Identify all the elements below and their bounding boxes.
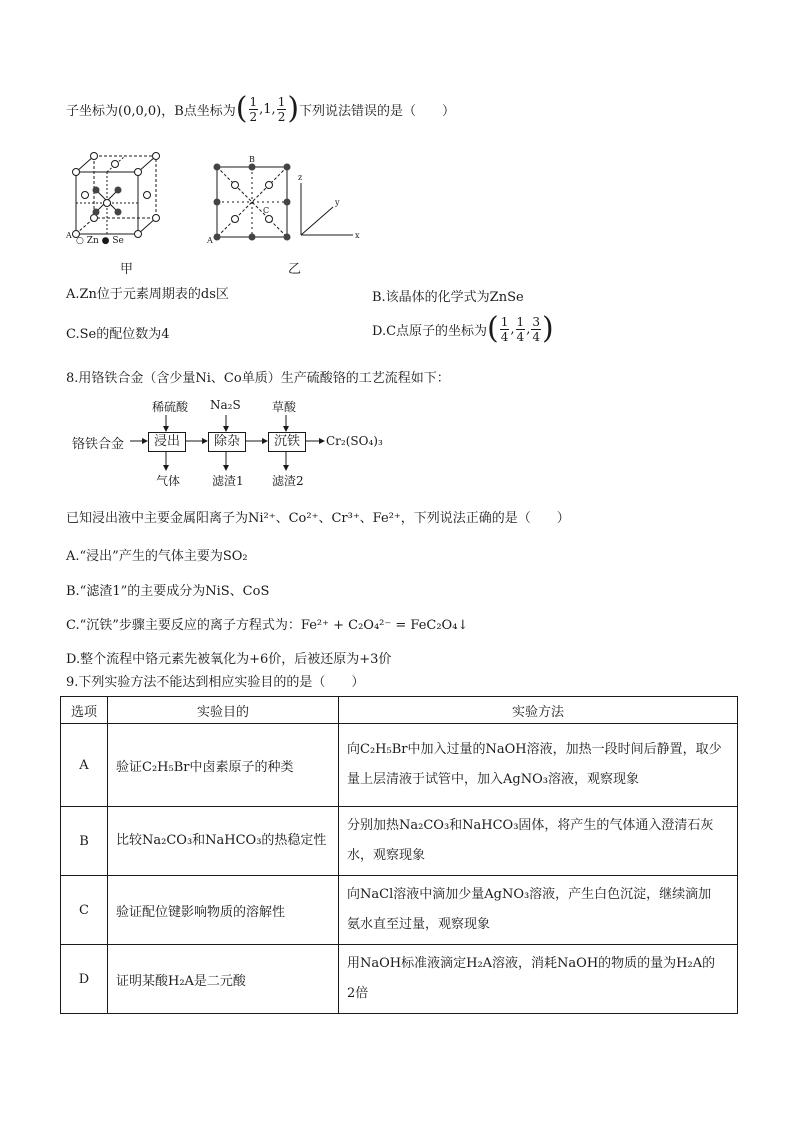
flow-step-purify: 除杂 bbox=[208, 432, 246, 452]
b-coord-frac-2: $\frac{1}{2}$ bbox=[277, 94, 286, 124]
svg-text:y: y bbox=[335, 198, 340, 207]
q8-stem: 8.用铬铁合金（含少量Ni、Co单质）生产硫酸铬的工艺流程如下： bbox=[66, 371, 450, 386]
q7-option-d: D.C点原子的坐标为 ( $\frac{1}{4}$ , $\frac{1}{4}$ , $\frac{3}{4}$ ) bbox=[372, 311, 554, 346]
flow-output-gas: 气体 bbox=[156, 474, 181, 488]
flow-input-na2s: Na₂S bbox=[210, 398, 241, 412]
b-coord-frac-1: $\frac{1}{2}$ bbox=[249, 94, 258, 124]
flow-input-acid: 稀硫酸 bbox=[152, 400, 189, 414]
q8-option-d: D.整个流程中铬元素先被氧化为+6价，后被还原为+3价 bbox=[66, 652, 392, 667]
q8-known: 已知浸出液中主要金属阳离子为Ni²⁺、Co²⁺、Cr³⁺、Fe²⁺，下列说法正确的是（ ） bbox=[66, 511, 570, 526]
table-row: A 验证C₂H₅Br中卤素原子的种类 向C₂H₅Br中加入过量的NaOH溶液，加热一段时间后静置，取少 量上层清液于试管中，加入AgNO₃溶液，观察现象 bbox=[61, 724, 738, 807]
table-row: B 比较Na₂CO₃和NaHCO₃的热稳定性 分别加热Na₂CO₃和NaHCO₃固体，将产生的气体通入澄清石灰 水，观察现象 bbox=[61, 807, 738, 876]
svg-text:C: C bbox=[263, 206, 270, 215]
q8-option-c: C.“沉铁”步骤主要反应的离子方程式为：Fe²⁺ + C₂O₄²⁻ = FeC₂O₄↓ bbox=[66, 618, 469, 633]
flow-output-residue1: 滤渣1 bbox=[212, 474, 244, 488]
q7-option-b: B.该晶体的化学式为ZnSe bbox=[372, 290, 524, 305]
q7-stem-prefix: 子坐标为(0,0,0)，B点坐标为 bbox=[66, 103, 236, 119]
flow-start: 铬铁合金 bbox=[72, 437, 125, 452]
projection-figure-yi bbox=[205, 155, 365, 245]
q7-option-a: A.Zn位于元素周期表的ds区 bbox=[66, 287, 229, 302]
svg-text:B: B bbox=[249, 155, 255, 164]
flow-input-oxalic: 草酸 bbox=[272, 400, 297, 414]
table-row: C 验证配位键影响物质的溶解性 向NaCl溶液中滴加少量AgNO₃溶液，产生白色沉淀，继续滴加 氨水直至过量，观察现象 bbox=[61, 876, 738, 945]
q7-option-c: C.Se的配位数为4 bbox=[66, 327, 170, 342]
flow-arrows bbox=[60, 410, 360, 476]
legend-zn-se: ○ Zn ● Se bbox=[76, 236, 124, 246]
q7-stem: 子坐标为(0,0,0)，B点坐标为 ( $\frac{1}{2}$ ,1, $\frac{1}{2}$ ) 下列说法错误的是（ ） bbox=[66, 91, 456, 126]
header-option: 选项 bbox=[61, 697, 108, 724]
q9-table bbox=[60, 696, 738, 1014]
q9-stem: 9.下列实验方法不能达到相应实验目的的是（ ） bbox=[66, 675, 365, 690]
header-method: 实验方法 bbox=[339, 697, 738, 724]
flow-output-residue2: 滤渣2 bbox=[272, 474, 304, 488]
flow-product: Cr₂(SO₄)₃ bbox=[326, 434, 383, 448]
table-row: D 证明某酸H₂A是二元酸 用NaOH标准液滴定H₂A溶液，消耗NaOH的物质的量为H₂A的 2倍 bbox=[61, 945, 738, 1014]
svg-text:A: A bbox=[207, 236, 213, 245]
q8-option-b: B.“滤渣1”的主要成分为NiS、CoS bbox=[66, 584, 270, 599]
q8-option-a: A.“浸出”产生的气体主要为SO₂ bbox=[66, 549, 248, 564]
svg-text:A: A bbox=[66, 231, 72, 240]
figure-label-yi: 乙 bbox=[288, 262, 302, 277]
table-header-row bbox=[61, 697, 738, 724]
svg-text:x: x bbox=[355, 231, 360, 240]
flow-step-leach: 浸出 bbox=[148, 432, 186, 452]
unit-cell-figure-jia bbox=[66, 150, 166, 250]
header-purpose: 实验目的 bbox=[108, 697, 339, 724]
svg-text:z: z bbox=[298, 173, 303, 182]
flow-step-precipitate: 沉铁 bbox=[268, 432, 306, 452]
q7-stem-suffix: 下列说法错误的是（ ） bbox=[299, 103, 456, 119]
figure-label-jia: 甲 bbox=[120, 262, 134, 277]
